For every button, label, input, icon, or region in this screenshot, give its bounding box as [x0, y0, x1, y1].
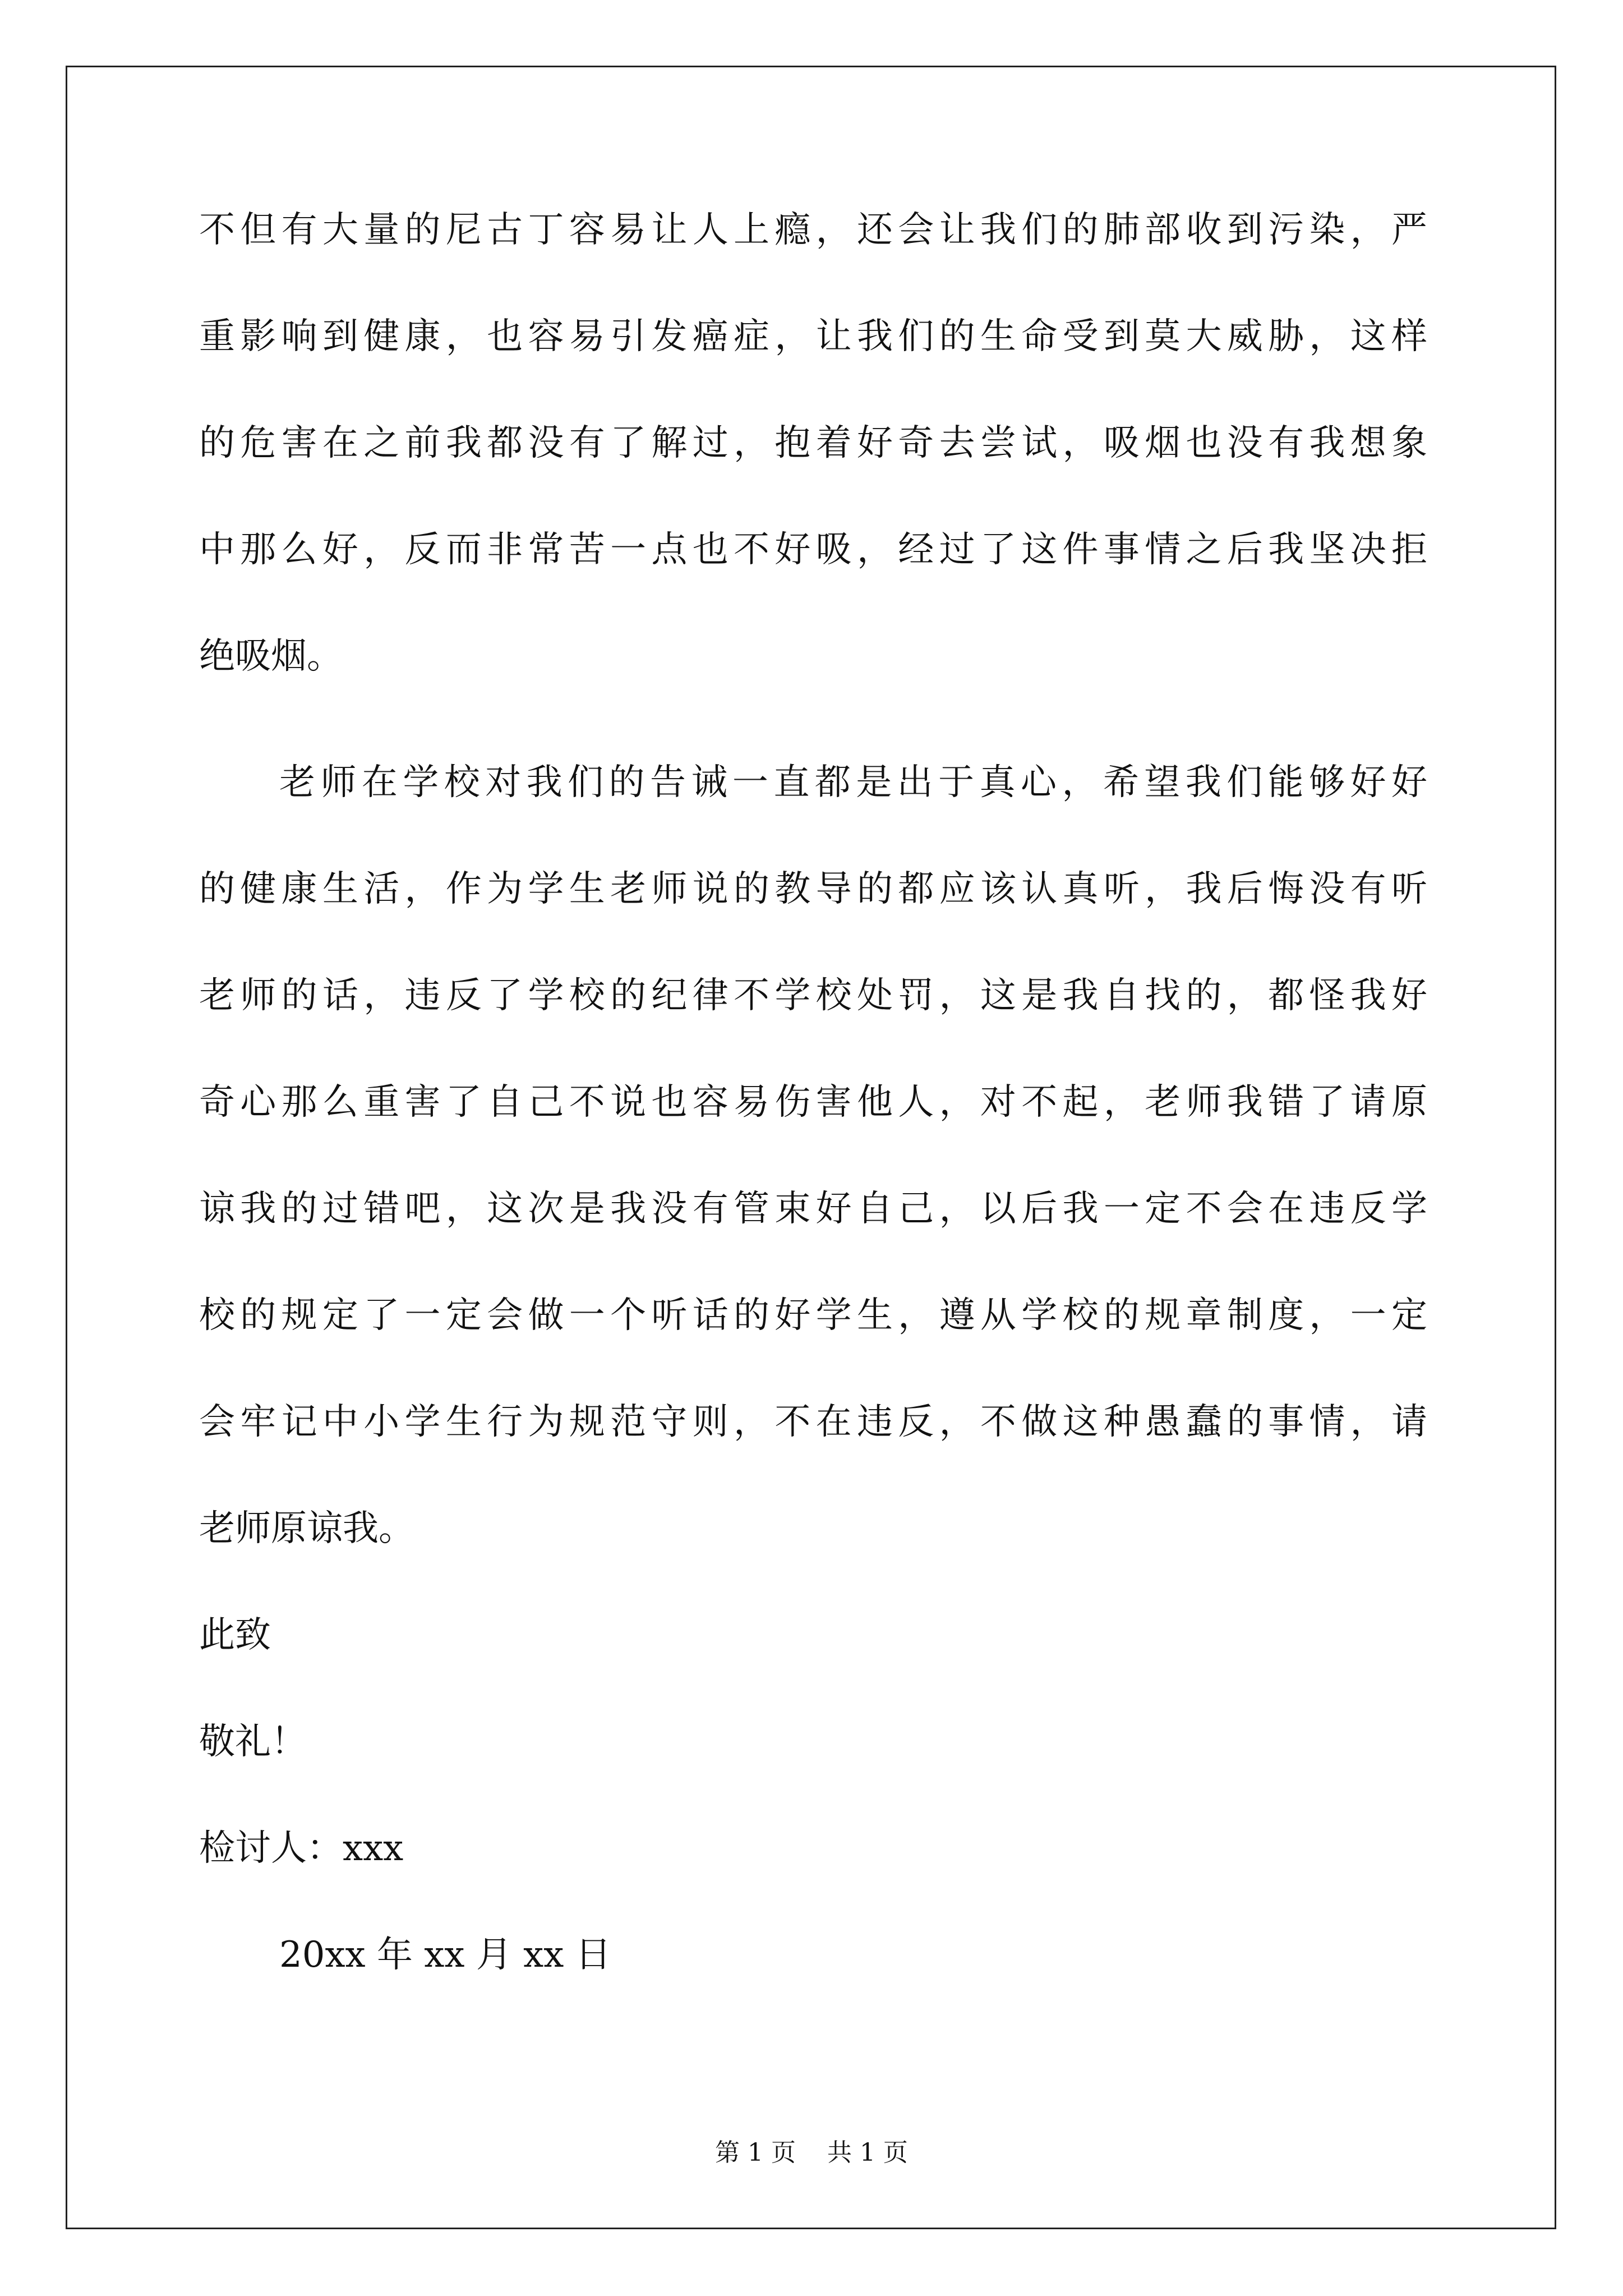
paragraph-1-line-4: 中那么好，反而非常苦一点也不好吸，经过了这件事情之后我坚决拒: [199, 529, 1427, 570]
paragraph-1-line-3: 的危害在之前我都没有了解过，抱着好奇去尝试，吸烟也没有我想象: [199, 422, 1427, 464]
paragraph-1-line-5: 绝吸烟。: [199, 636, 343, 677]
letter-date: 20xx 年 xx 月 xx 日: [279, 1934, 611, 1976]
paragraph-2-line-5: 谅我的过错吧，这次是我没有管束好自己，以后我一定不会在违反学: [199, 1188, 1427, 1230]
closing-regards: 敬礼！: [199, 1721, 307, 1763]
paragraph-2-line-1: 老师在学校对我们的告诫一直都是出于真心，希望我们能够好好: [279, 762, 1427, 803]
paragraph-2-line-4: 奇心那么重害了自己不说也容易伤害他人，对不起，老师我错了请原: [199, 1082, 1427, 1123]
page-border: [66, 66, 1556, 2229]
paragraph-2-line-7: 会牢记中小学生行为规范守则，不在违反，不做这种愚蠢的事情，请: [199, 1401, 1427, 1443]
closing-salutation: 此致: [199, 1614, 271, 1656]
paragraph-2-line-2: 的健康生活，作为学生老师说的教导的都应该认真听，我后悔没有听: [199, 868, 1427, 910]
paragraph-1-line-2: 重影响到健康，也容易引发癌症，让我们的生命受到莫大威胁，这样: [199, 316, 1427, 357]
paragraph-2-line-8: 老师原谅我。: [199, 1508, 414, 1549]
paragraph-2-line-3: 老师的话，违反了学校的纪律不学校处罚，这是我自找的，都怪我好: [199, 975, 1427, 1016]
signer-name: 检讨人：xxx: [199, 1828, 404, 1869]
paragraph-2-line-6: 校的规定了一定会做一个听话的好学生，遵从学校的规章制度，一定: [199, 1295, 1427, 1336]
paragraph-1-line-1: 不但有大量的尼古丁容易让人上瘾，还会让我们的肺部收到污染，严: [199, 209, 1427, 251]
page-footer: 第 1 页 共 1 页: [715, 2138, 908, 2167]
